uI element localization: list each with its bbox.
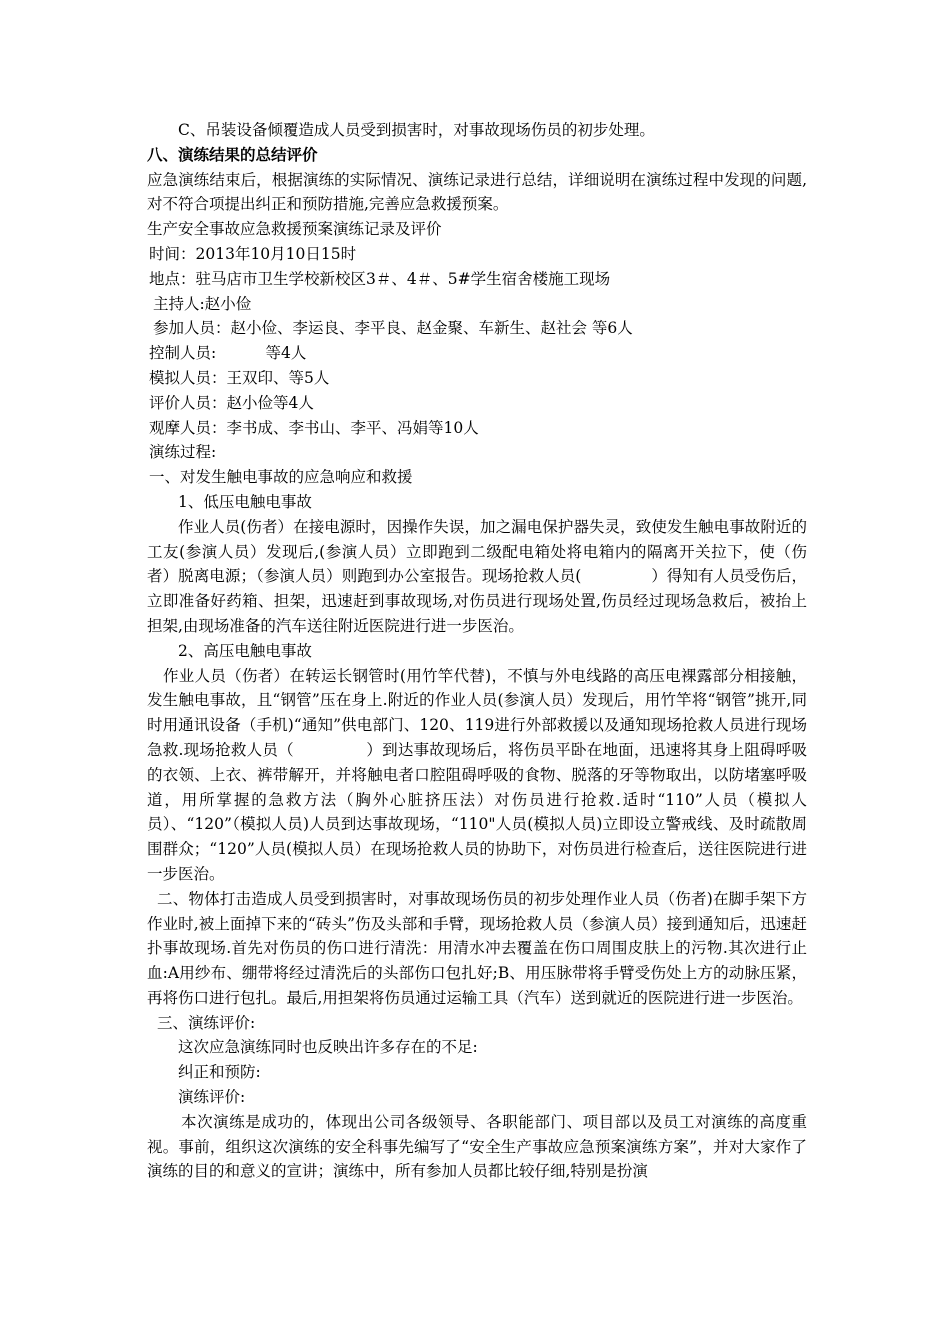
paragraph-low-voltage: 作业人员(伤者）在接电源时，因操作失误，加之漏电保护器失灵，致使发生触电事故附近的工友(参演人员）发现后,(参演人员）立即跑到二级配电箱处将电箱内的隔离开关拉下，使（伤者）脱离电源；（参演人员）则跑到办公室报告。现场抢救人员( ）得知有人员受伤后，立即准备好药箱、担架，迅速赶到事故现场,对伤员进行现场处置,伤员经过现场急救后，被抬上担架,由现场准备的汽车送往附近医院进行进一步医治。 [147,517,807,635]
text-line-shortage: 这次应急演练同时也反映出许多存在的不足: [178,1038,478,1057]
paragraph-success: 本次演练是成功的，体现出公司各级领导、各职能部门、项目部以及员工对演练的高度重视。事前，组织这次演练的安全科事先编写了“安全生产事故应急预案演练方案”，并对大家作了演练的目的和意义的宣讲；演练中，所有参加人员都比较仔细,特别是扮演 [147,1112,807,1181]
paragraph-high-voltage: 作业人员（伤者）在转运长钢管时(用竹竿代替)，不慎与外电线路的高压电裸露部分相接触，发生触电事故，且“钢管”压在身上.附近的作业人员(参演人员）发现后，用竹竿将“钢管”挑开,同时用通讯设备（手机)“通知”供电部门、120、119进行外部救援以及通知现场抢救人员进行现场急救.现场抢救人员（ ）到达事故现场后，将伤员平卧在地面，迅速将其身上阻碍呼吸的衣领、上衣、裤带解开，并将触电者口腔阻碍呼吸的食物、脱落的牙等物取出，以防堵塞呼吸道，用所掌握的急救方法（胸外心脏挤压法）对伤员进行抢救.适时“110”人员（模拟人员）、“120”（模拟人员)人员到达事故现场，“110"人员(模拟人员)立即设立警戒线、及时疏散周围群众；“120”人员(模拟人员）在现场抢救人员的协助下，对伤员进行检查后，送往医院进行进一步医治。 [147,666,807,883]
document-body [147,118,807,1184]
section-heading-3: 三、演练评价: [157,1013,256,1032]
subsection-high-voltage: 2、高压电触电事故 [178,641,312,660]
record-time: 时间：2013年10月10日15时 [149,244,357,263]
section-heading-8: 八、演练结果的总结评价 [147,144,318,164]
record-control: 控制人员: 等4人 [149,344,307,363]
subsection-low-voltage: 1、低压电触电事故 [178,492,312,511]
section-heading-1: 一、对发生触电事故的应急响应和救援 [149,468,413,487]
text-line-c: C、吊装设备倾覆造成人员受到损害时，对事故现场伤员的初步处理。 [178,121,655,139]
text-line-correct: 纠正和预防: [178,1063,261,1082]
record-simulate: 模拟人员：王双印、等5人 [149,368,330,387]
text-line-evaluation: 演练评价: [178,1088,246,1107]
record-participants: 参加人员：赵小俭、李运良、李平良、赵金聚、车新生、赵社会 等6人 [153,319,633,338]
paragraph-object-strike: 二、物体打击造成人员受到损害时，对事故现场伤员的初步处理作业人员（伤者)在脚手架下方作业时,被上面掉下来的“砖头”伤及头部和手臂，现场抢救人员（参演人员）接到通知后，迅速赶扑事故现场.首先对伤员的伤口进行清洗：用清水冲去覆盖在伤口周围皮肤上的污物.其次进行止血:A用纱布、绷带将经过清洗后的头部伤口包扎好;B、用压脉带将手臂受伤处上方的动脉压紧，再将伤口进行包扎。最后,用担架将伤员通过运输工具（汽车）送到就近的医院进行进一步医治。 [147,889,807,1007]
record-host: 主持人:赵小俭 [153,294,252,313]
record-process: 演练过程: [149,443,217,462]
record-title: 生产安全事故应急救援预案演练记录及评价 [147,220,442,239]
record-observe: 观摩人员：李书成、李书山、李平、冯娟等10人 [149,418,479,437]
record-place: 地点：驻马店市卫生学校新校区3＃、4＃、5#学生宿舍楼施工现场 [149,269,611,288]
record-evaluate: 评价人员：赵小俭等4人 [149,393,314,412]
paragraph-summary: 应急演练结束后，根据演练的实际情况、演练记录进行总结，详细说明在演练过程中发现的问题,对不符合项提出纠正和预防措施,完善应急救援预案。 [147,170,807,214]
